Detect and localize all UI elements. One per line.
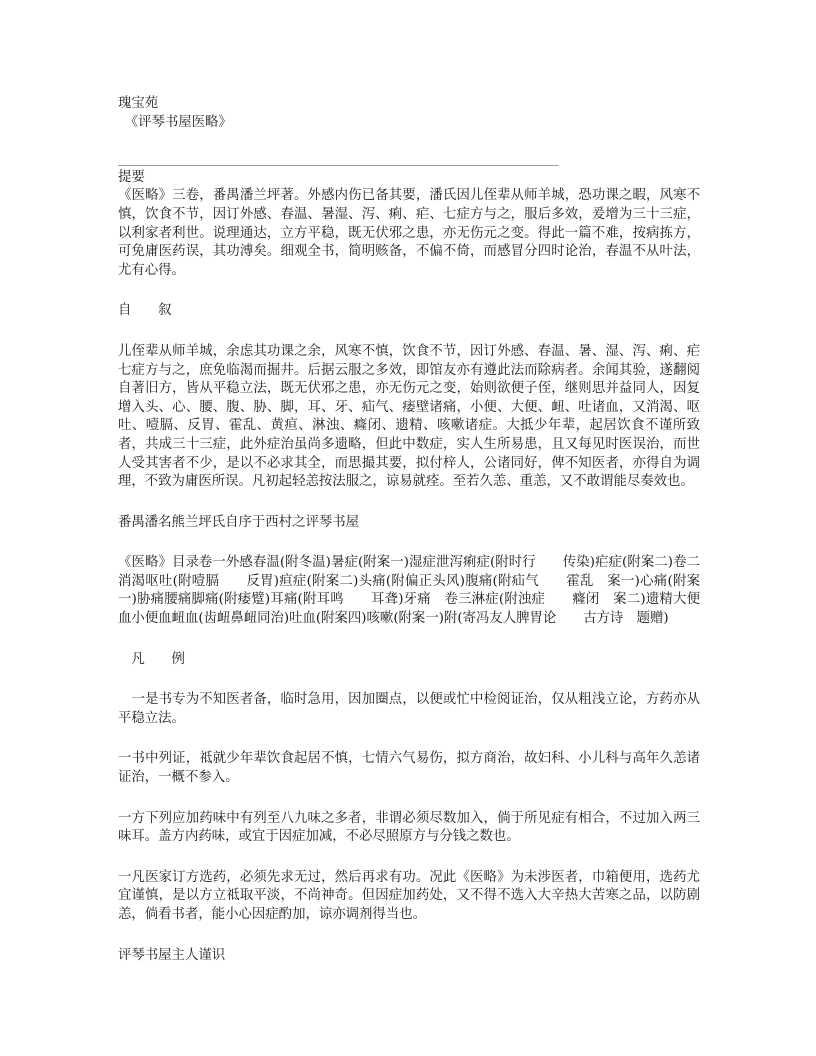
spacer (118, 669, 700, 691)
rules-item: 一是书专为不知医者备，临时急用，因加圈点，以便或忙中检阅证治，仅从粗浅立论，方药亦从平稳立法。 (118, 692, 700, 726)
document-page (118, 95, 700, 965)
rules-item: 一方下列应加药味中有列至八九味之多者，非谓必须尽数加入，倘于所见症有相合，不过加入两三味耳。盖方内药味，或宜于因症加减，不必尽照原方与分钱之数也。 (118, 810, 700, 845)
collection-name: 瑰宝苑 (118, 96, 159, 111)
preface-heading: 自 叙 (118, 303, 172, 319)
rules-signature: 评琴书屋主人谨识 (118, 947, 226, 963)
spacer (118, 788, 700, 810)
spacer (118, 847, 700, 869)
rules-item: 一书中列证，祗就少年辈饮食起居不慎，七情六气易伤，拟方商治，故妇科、小儿科与高年久恙诸证治，一概不参入。 (118, 751, 700, 786)
separator-rule: ________________________________________________________________________________ (118, 152, 558, 167)
spacer (118, 728, 700, 750)
summary-heading: 提要 (118, 169, 145, 185)
book-title: 《评琴书屋医略》 (118, 114, 232, 130)
spacer (118, 280, 700, 302)
preface-text: 儿侄辈从师羊城，余虑其功课之余，风寒不慎，饮食不节，因订外感、春温、暑、湿、泻、痢、疟七症方与之，庶免临渴而掘井。后据云服之多效，即馆友亦有遵此法而除病者。余闻其验，遂翻阅自著旧方，皆从平稳立法，既无伏邪之患，亦无伤元之变，始则欲便子侄，继则思并益同人，因复增入头、心、腰、腹、胁、脚，耳、牙、疝气、痿壁诸痛，小便、大便、衄、吐诸血，又消渴、呕吐、噎膈、反胃、霍乱、黄疸、淋浊、癃闭、遗精、咳嗽诸症。大抵少年辈，起居饮食不谨所致者，共成三十三症，此外症治虽尚多遗略，但此中数症，实人生所易患，且又每见时医误治，而世人受其害者不少，是以不必求其全，而思撮其要，拟付梓人，公诸同好，俾不知医者，亦得自为调理，不致为庸医所误。凡初起轻恙按法服之，谅易就痊。至若久恙、重恙，又不敢谓能尽奏效也。 (118, 343, 700, 490)
table-of-contents: 《医略》目录卷一外感春温(附冬温)暑症(附案一)湿症泄泻痢症(附时行 传染)疟症(附案二)卷二消渴呕吐(附噎膈 反胃)疸症(附案二)头痛(附偏正头风)腹痛(附疝气 霍乱 案一)心痛(附案一)胁痛腰痛脚痛(附痿躄)耳痛(附耳鸣 耳聋)牙痛 卷三淋症(附浊症 癃闭 案二)遗精大便血小便血衄血(齿衄鼻衄同治)吐血(附案四)咳嗽(附案一)附(寄冯友人脾胃论 古方诗 题赠) (118, 555, 700, 627)
spacer (118, 532, 700, 554)
rules-heading: 凡 例 (118, 651, 185, 667)
rules-item: 一凡医家订方选药，必须先求无过，然后再求有功。况此《医略》为未涉医者，巾箱便用，选药尤宜谨慎，是以方立祗取平淡，不尚神奇。但因症加药处，又不得不选入大辛热大苦寒之品，以防剧恙，倘看书者，能小心因症酌加，谅亦调剂得当也。 (118, 869, 700, 922)
spacer (118, 492, 700, 514)
preface-signature: 番禺潘名熊兰坪氏自序于西村之评琴书屋 (118, 514, 360, 530)
spacer (118, 925, 700, 947)
summary-text: 《医略》三卷，番禺潘兰坪著。外感内伤已备其要，潘氏因儿侄辈从师羊城，恐功课之暇，风寒不慎，饮食不节，因订外感、春温、暑湿、泻、痢、疟、七症方与之，服后多效，爰增为三十三症，以利家者利世。说理通达，立方平稳，既无伏邪之患，亦无伤元之变。得此一篇不难，按病拣方，可免庸医药误，其功溥矣。细观全书，简明赅备，不偏不倚，而感冒分四时论治，春温不从叶法，尤有心得。 (118, 188, 700, 278)
spacer (118, 132, 700, 150)
spacer (118, 629, 700, 651)
spacer (118, 321, 700, 343)
